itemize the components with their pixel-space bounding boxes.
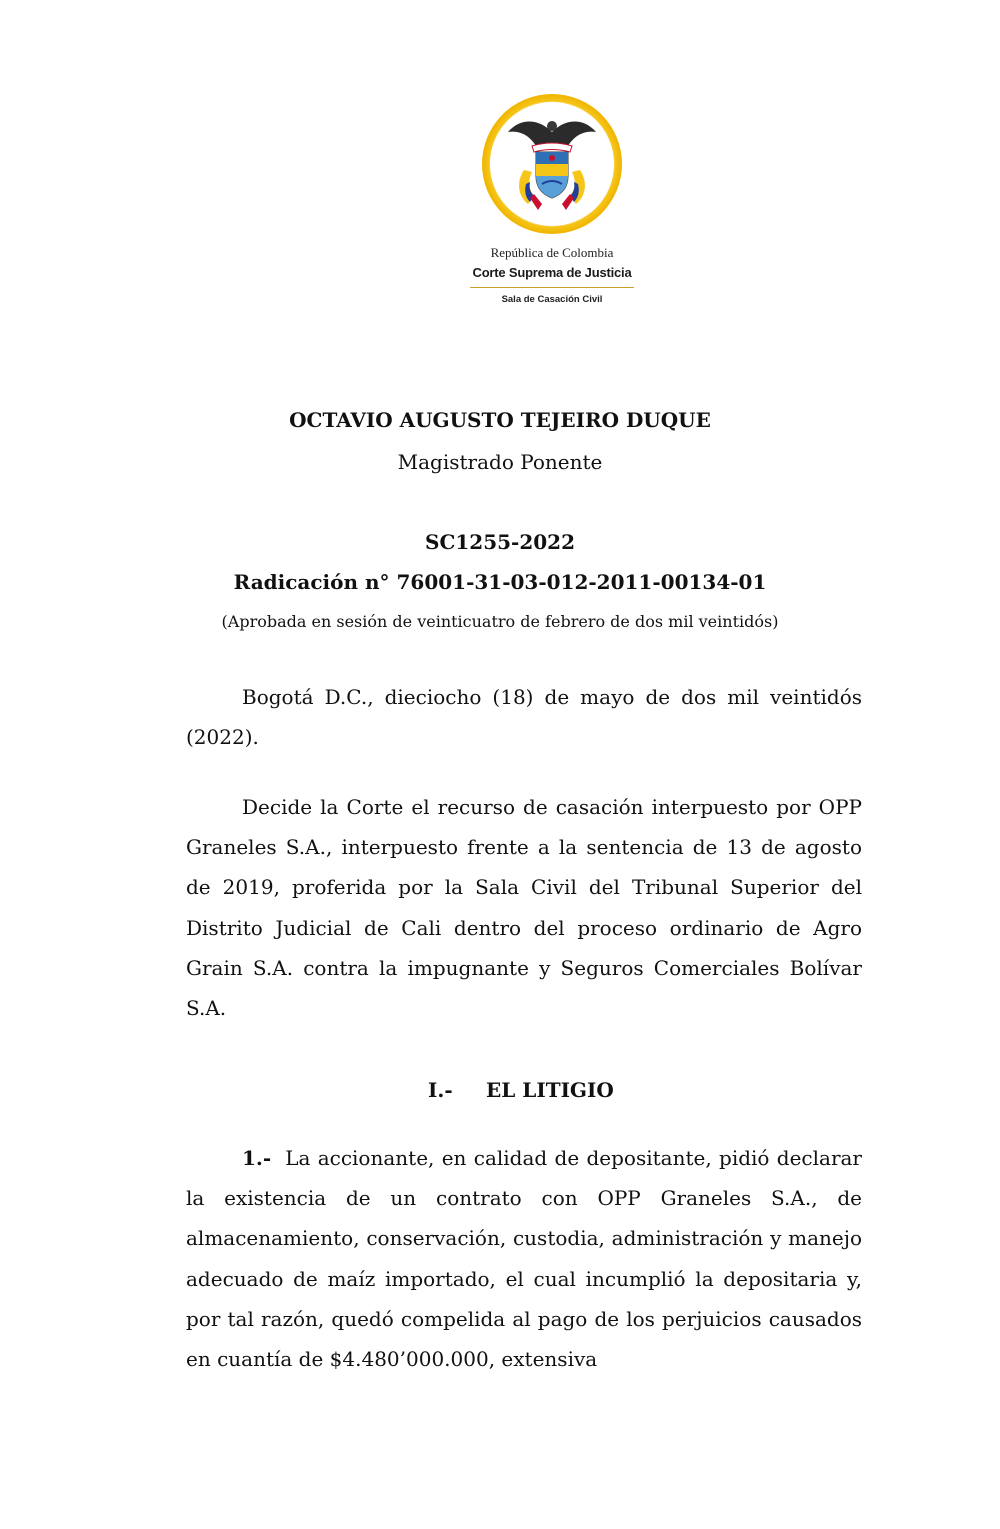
section-heading — [428, 1078, 614, 1102]
chamber-name: Sala de Casación Civil — [501, 294, 603, 305]
date-paragraph: Bogotá D.C., dieciocho (18) de mayo de dos mil veintidós (2022). — [186, 685, 862, 750]
section-title: EL LITIGIO — [486, 1078, 614, 1102]
case-radicacion: Radicación n° 76001-31-03-012-2011-00134-01 — [233, 570, 767, 594]
item-text: La accionante, en calidad de depositante, pidió declarar la existencia de un contrato con OPP Graneles S.A., de almacenamiento, conservación, custodia, administración y manejo adecuado de maíz importado, el cual incumplió la depositaria y, por tal razón, quedó compelida al pago de los perjuicios causados en cuantía de $4.480’000.000, extensiva — [186, 1146, 862, 1372]
logo-divider — [470, 287, 634, 288]
approval-note: (Aprobada en sesión de veinticuatro de febrero de dos mil veintidós) — [221, 612, 779, 631]
magistrate-role: Magistrado Ponente — [397, 450, 603, 474]
court-name: Corte Suprema de Justicia — [472, 265, 632, 280]
decision-paragraph: Decide la Corte el recurso de casación interpuesto por OPP Graneles S.A., interpuesto frente a la sentencia de 13 de agosto de 2019, proferida por la Sala Civil del Tribunal Superior del Distrito Judicial de Cali dentro del proceso ordinario de Agro Grain S.A. contra la impugnante y Seguros Comerciales Bolívar S.A. — [186, 795, 862, 1021]
magistrate-name: OCTAVIO AUGUSTO TEJEIRO DUQUE — [289, 408, 711, 432]
colombia-coat-of-arms-icon — [480, 92, 624, 236]
court-logo — [440, 92, 640, 312]
republic-label: República de Colombia — [490, 245, 614, 260]
item-number: 1.- — [242, 1146, 272, 1170]
item-paragraph — [186, 1138, 862, 1379]
case-code: SC1255-2022 — [425, 530, 575, 554]
section-number: I.- — [428, 1078, 453, 1102]
